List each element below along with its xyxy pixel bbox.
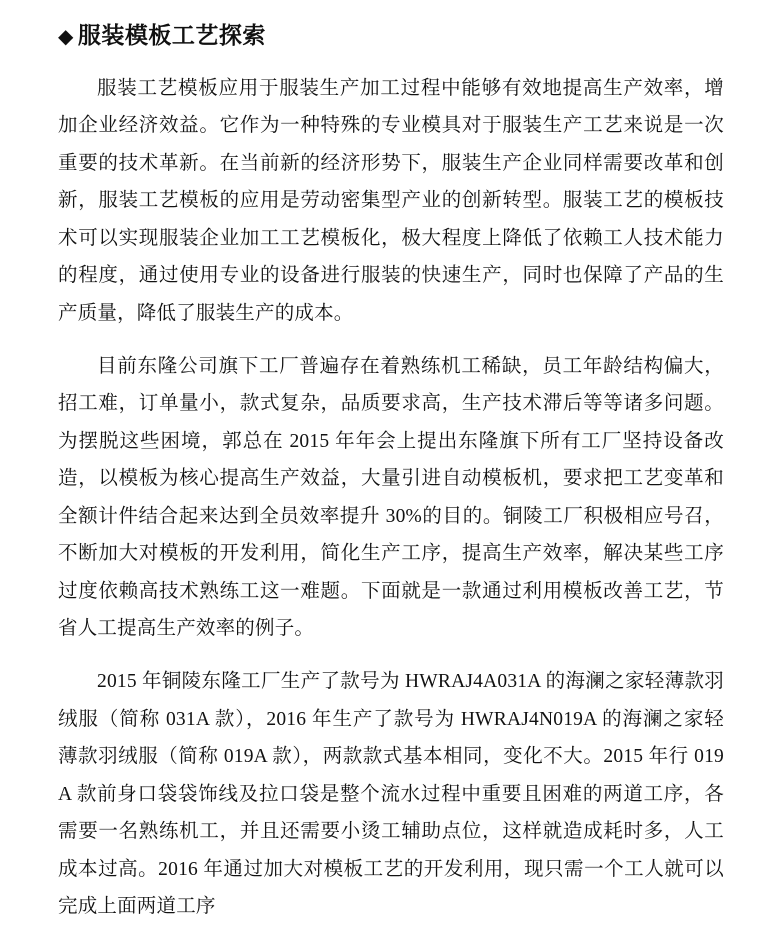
page-title	[58, 22, 724, 52]
diamond-bullet-icon: ◆	[58, 23, 74, 48]
paragraph-1: 服装工艺模板应用于服装生产加工过程中能够有效地提高生产效率，增加企业经济效益。它作为一种特殊的专业模具对于服装生产工艺来说是一次重要的技术革新。在当前新的经济形势下，服装生产企业同样需要改革和创新，服装工艺模板的应用是劳动密集型产业的创新转型。服装工艺的模板技术可以实现服装企业加工工艺模板化，极大程度上降低了依赖工人技术能力的程度，通过使用专业的设备进行服装的快速生产，同时也保障了产品的生产质量，降低了服装生产的成本。	[58, 77, 724, 324]
paragraph-2: 目前东隆公司旗下工厂普遍存在着熟练机工稀缺，员工年龄结构偏大，招工难，订单量小，款式复杂，品质要求高，生产技术滞后等等诸多问题。为摆脱这些困境，郭总在 2015 年年会上提出东隆旗下所有工厂坚持设备改造，以模板为核心提高生产效益，大量引进自动模板机，要求把工艺变革和全额计件结合起来达到全员效率提升 30%的目的。铜陵工厂积极相应号召，不断加大对模板的开发利用，简化生产工序，提高生产效率，解决某些工序过度依赖高技术熟练工这一难题。下面就是一款通过利用模板改善工艺，节省人工提高生产效率的例子。	[58, 355, 724, 640]
page-title-text: 服装模板工艺探索	[77, 23, 266, 49]
paragraph-3: 2015 年铜陵东隆工厂生产了款号为 HWRAJ4A031A 的海澜之家轻薄款羽绒服（简称 031A 款），2016 年生产了款号为 HWRAJ4N019A 的海澜之家轻薄款羽绒服（简称 019A 款），两款款式基本相同，变化不大。2015 年行 019A 款前身口袋袋饰线及拉口袋是整个流水过程中重要且困难的两道工序，各需要一名熟练机工，并且还需要小烫工辅助点位，这样就造成耗时多，人工成本过高。2016 年通过加大对模板工艺的开发利用，现只需一个工人就可以完成上面两道工序	[58, 671, 724, 918]
